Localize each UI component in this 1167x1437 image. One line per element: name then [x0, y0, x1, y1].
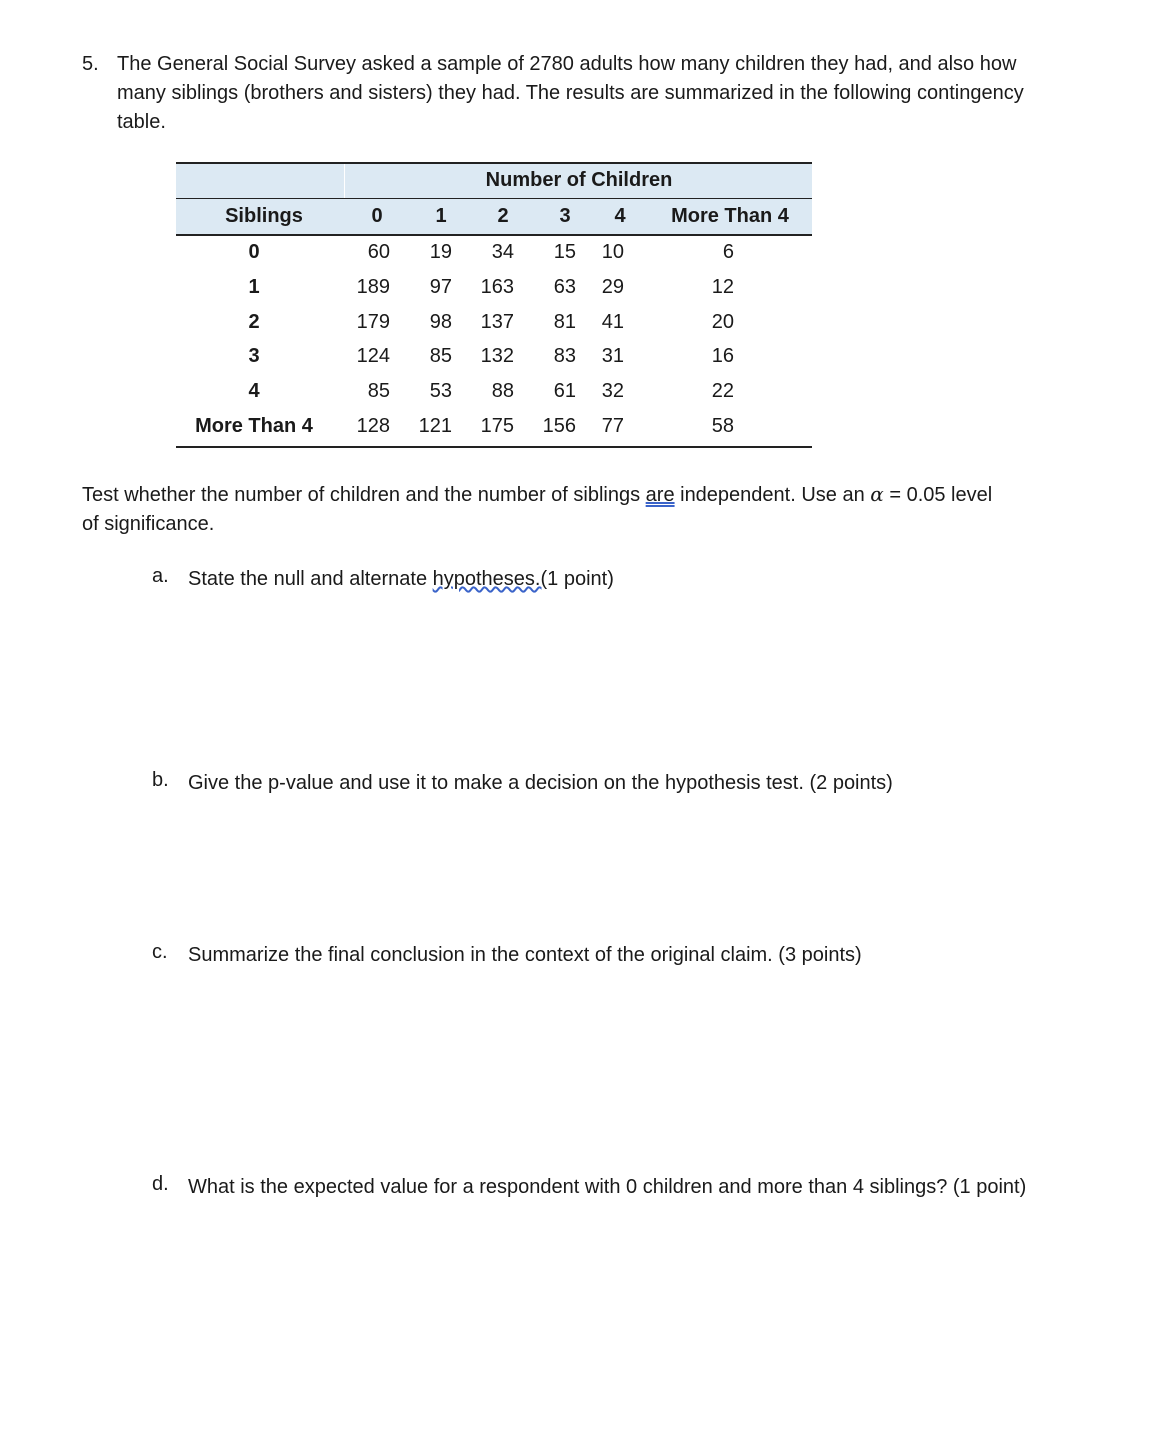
table-cell: 132	[480, 345, 514, 367]
row-label: 4	[248, 380, 260, 402]
question-line-3: table.	[117, 111, 166, 133]
table-cell: 6	[722, 241, 734, 263]
table-cell: 163	[480, 276, 514, 298]
underlined-word: are	[645, 484, 675, 506]
part-a-letter: a.	[152, 565, 169, 587]
table-cell: 121	[418, 415, 452, 437]
table-cell: 179	[356, 311, 390, 333]
row-label: 0	[248, 241, 260, 263]
table-cell: 83	[553, 345, 576, 367]
table-cell: 60	[367, 241, 390, 263]
table-cell: 63	[553, 276, 576, 298]
col-header: 4	[614, 205, 626, 227]
instructions	[82, 480, 1122, 539]
table-cell: 58	[711, 415, 734, 437]
row-label: 1	[248, 276, 260, 298]
part-a-text	[188, 565, 614, 594]
col-header: 0	[371, 205, 383, 227]
instructions-text-3: = 0.05 level	[883, 484, 993, 506]
table-cell: 12	[711, 276, 734, 298]
table-cell: 156	[542, 415, 576, 437]
question-line-2: many siblings (brothers and sisters) they had. The results are summarized in the following contingency	[117, 82, 1024, 104]
instructions-line-1	[82, 480, 1122, 510]
part-d-letter: d.	[152, 1173, 169, 1195]
table-cell: 77	[601, 415, 624, 437]
table-cell: 22	[711, 380, 734, 402]
table-cell: 53	[429, 380, 452, 402]
table-cell: 19	[429, 241, 452, 263]
table-cell: 41	[601, 311, 624, 333]
part-a-underlined: hypotheses.(	[432, 568, 548, 590]
table-cell: 15	[553, 241, 576, 263]
part-b-text: Give the p-value and use it to make a decision on the hypothesis test. (2 points)	[188, 772, 893, 794]
contingency-table	[176, 162, 812, 448]
table-cell: 16	[711, 345, 734, 367]
table-cell: 81	[553, 311, 576, 333]
part-b-letter: b.	[152, 769, 169, 791]
table-cell: 29	[601, 276, 624, 298]
table-group-rule	[176, 198, 812, 199]
col-header: 3	[559, 205, 571, 227]
table-cell: 85	[429, 345, 452, 367]
question-number: 5.	[82, 53, 99, 75]
table-cell: 85	[367, 380, 390, 402]
part-c-letter: c.	[152, 941, 168, 963]
table-cell: 98	[429, 311, 452, 333]
table-bottom-rule	[176, 446, 812, 448]
table-cell: 128	[356, 415, 390, 437]
table-top-rule	[176, 162, 812, 164]
table-cell: 175	[480, 415, 514, 437]
table-header-rule	[176, 234, 812, 236]
part-a-text-tail: 1 point)	[547, 568, 614, 590]
table-cell: 137	[480, 311, 514, 333]
table-cell: 124	[356, 345, 390, 367]
table-cell: 10	[601, 241, 624, 263]
instructions-text-2: independent. Use an	[674, 484, 871, 506]
group-header-children: Number of Children	[485, 169, 673, 191]
col-header: 2	[497, 205, 509, 227]
row-label: 2	[248, 311, 260, 333]
col-header: 1	[435, 205, 447, 227]
header-separator	[344, 162, 345, 198]
table-cell: 189	[356, 276, 390, 298]
question-line-1: The General Social Survey asked a sample of 2780 adults how many children they had, and also how	[117, 53, 1017, 75]
part-d-text: What is the expected value for a respondent with 0 children and more than 4 siblings? (1 point)	[188, 1176, 1027, 1198]
table-cell: 34	[491, 241, 514, 263]
row-label: 3	[248, 345, 260, 367]
alpha-symbol: α	[870, 482, 884, 506]
question-text	[117, 50, 1117, 137]
table-cell: 31	[601, 345, 624, 367]
row-label: More Than 4	[195, 415, 313, 437]
table-cell: 88	[491, 380, 514, 402]
table-cell: 61	[553, 380, 576, 402]
table-cell: 32	[601, 380, 624, 402]
table-cell: 20	[711, 311, 734, 333]
table-cell: 97	[429, 276, 452, 298]
col-header: More Than 4	[671, 205, 789, 227]
row-header-siblings: Siblings	[225, 205, 303, 227]
instructions-text-1: Test whether the number of children and the number of siblings	[82, 484, 646, 506]
part-a-text-main: State the null and alternate	[188, 568, 433, 590]
part-c-text: Summarize the final conclusion in the context of the original claim. (3 points)	[188, 944, 862, 966]
instructions-line-2: of significance.	[82, 513, 215, 535]
